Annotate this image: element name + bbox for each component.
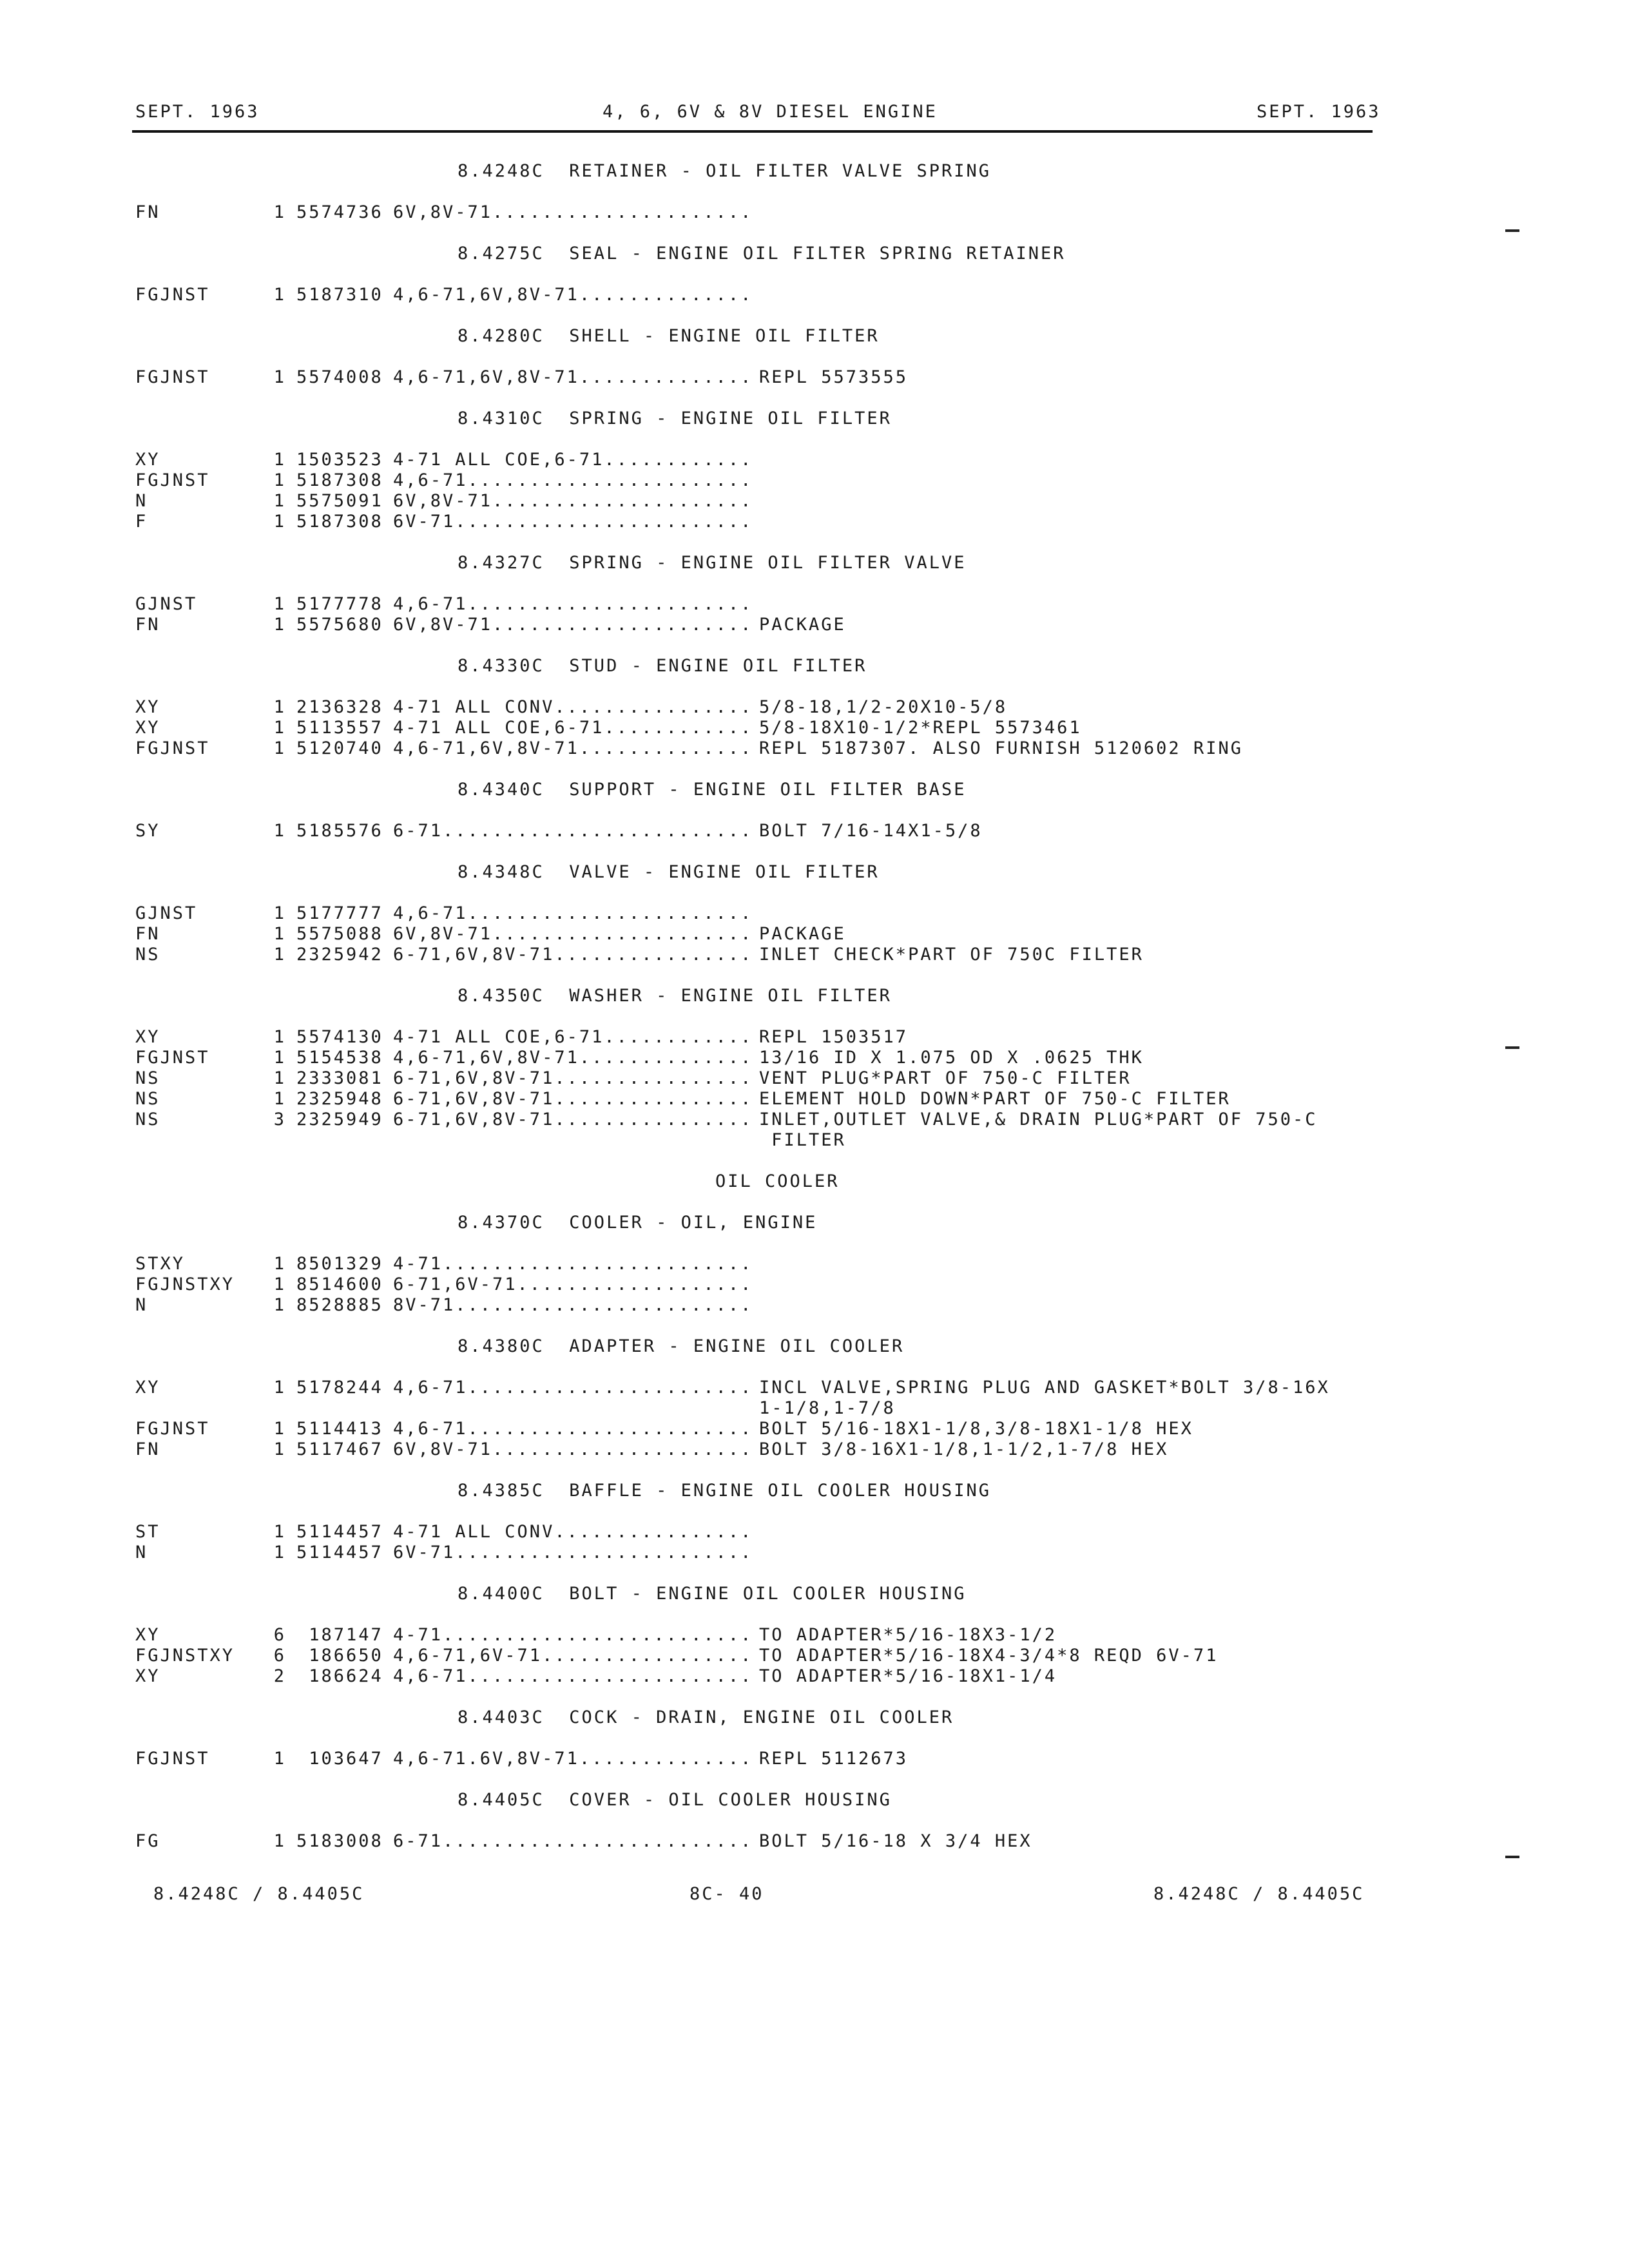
application: 4,6-71.6V,8V-71..............	[393, 1749, 766, 1769]
application: 6V-71........................	[393, 1542, 753, 1562]
application: 4,6-71,6V,8V-71..............	[393, 285, 753, 305]
section-spacer	[135, 305, 1373, 326]
part-number: 5154538	[296, 1048, 383, 1068]
quantity: 1	[273, 512, 286, 532]
application: 4,6-71.......................	[393, 1666, 766, 1686]
part-row	[135, 1027, 1373, 1048]
part-row	[135, 512, 1373, 532]
remark-continuation-row	[135, 1398, 1373, 1419]
quantity: 1	[273, 1542, 286, 1562]
section-spacer	[135, 532, 1373, 553]
quantity: 1	[273, 450, 286, 470]
part-row	[135, 450, 1373, 470]
model-codes: XY	[135, 1027, 160, 1047]
section-spacer	[135, 759, 1373, 780]
part-row	[135, 821, 1373, 841]
section-heading: 8.4340C SUPPORT - ENGINE OIL FILTER BASE	[458, 780, 967, 800]
remark: REPL 1503517	[759, 1027, 909, 1047]
quantity: 1	[273, 945, 286, 965]
part-number: 2333081	[296, 1068, 383, 1088]
section-spacer	[135, 1460, 1373, 1481]
model-codes: NS	[135, 1110, 160, 1129]
application: 6V,8V-71.....................	[393, 202, 753, 222]
quantity: 1	[273, 924, 286, 944]
header-rule	[132, 130, 1373, 133]
application: 4,6-71,6V-71.................	[393, 1646, 766, 1666]
part-row	[135, 202, 1373, 223]
remark: TO ADAPTER*5/16-18X3-1/2	[759, 1625, 1057, 1645]
model-codes: FN	[135, 615, 160, 635]
parts-section	[135, 1481, 1373, 1584]
part-row	[135, 285, 1373, 305]
part-number: 5114457	[296, 1522, 383, 1542]
remark: TO ADAPTER*5/16-18X1-1/4	[759, 1666, 1057, 1686]
section-spacer	[135, 965, 1373, 986]
parts-section	[135, 1336, 1373, 1481]
application: 4,6-71.......................	[393, 1419, 766, 1439]
remark-continuation: FILTER	[759, 1130, 846, 1150]
quantity: 1	[273, 903, 286, 923]
quantity: 1	[273, 738, 286, 758]
section-heading: 8.4400C BOLT - ENGINE OIL COOLER HOUSING	[458, 1584, 967, 1604]
model-codes: XY	[135, 1625, 160, 1645]
model-codes: FGJNSTXY	[135, 1274, 235, 1294]
section-heading: 8.4310C SPRING - ENGINE OIL FILTER	[458, 408, 892, 428]
part-number: 5113557	[296, 718, 383, 738]
parts-section	[135, 553, 1373, 656]
application: 4-71.........................	[393, 1254, 753, 1274]
model-codes: GJNST	[135, 594, 198, 614]
parts-section	[135, 862, 1373, 986]
model-codes: FN	[135, 202, 160, 222]
section-spacer	[135, 1563, 1373, 1584]
header-title: 4, 6, 6V & 8V DIESEL ENGINE	[602, 102, 938, 122]
parts-section	[135, 986, 1373, 1171]
part-number: 5575088	[296, 924, 383, 944]
part-number: 186624	[296, 1666, 383, 1686]
model-codes: XY	[135, 450, 160, 470]
quantity: 1	[273, 1831, 286, 1851]
model-codes: XY	[135, 1666, 160, 1686]
application: 8V-71........................	[393, 1295, 753, 1315]
remark: PACKAGE	[759, 924, 846, 944]
parts-section	[135, 161, 1373, 244]
part-number: 5187308	[296, 470, 383, 490]
part-number: 5117467	[296, 1439, 383, 1459]
header-date-right: SEPT. 1963	[1257, 102, 1381, 122]
section-spacer	[135, 841, 1373, 862]
category-heading: OIL COOLER	[715, 1171, 840, 1191]
part-row	[135, 1048, 1373, 1068]
margin-mark	[1505, 229, 1519, 232]
quantity: 6	[273, 1625, 286, 1645]
part-number: 5114457	[296, 1542, 383, 1562]
part-row	[135, 1089, 1373, 1110]
part-row	[135, 1068, 1373, 1089]
remark: INCL VALVE,SPRING PLUG AND GASKET*BOLT 3/8-16X	[759, 1378, 1330, 1398]
application: 4,6-71,6V,8V-71..............	[393, 738, 766, 758]
quantity: 1	[273, 1089, 286, 1109]
section-heading: 8.4280C SHELL - ENGINE OIL FILTER	[458, 326, 880, 346]
part-row	[135, 594, 1373, 615]
quantity: 1	[273, 1749, 286, 1769]
part-row	[135, 1439, 1373, 1460]
application: 4,6-71.......................	[393, 470, 753, 490]
part-row	[135, 1254, 1373, 1274]
part-row	[135, 738, 1373, 759]
remark: INLET CHECK*PART OF 750C FILTER	[759, 945, 1144, 965]
part-number: 8528885	[296, 1295, 383, 1315]
model-codes: FGJNST	[135, 738, 210, 758]
part-number: 2325948	[296, 1089, 383, 1109]
parts-section	[135, 780, 1373, 862]
section-heading: 8.4350C WASHER - ENGINE OIL FILTER	[458, 986, 892, 1006]
remark: BOLT 5/16-18 X 3/4 HEX	[759, 1831, 1032, 1851]
quantity: 1	[273, 367, 286, 387]
part-row	[135, 1749, 1373, 1769]
model-codes: N	[135, 1295, 148, 1315]
part-row	[135, 1295, 1373, 1316]
application: 6-71,6V,8V-71................	[393, 1110, 766, 1129]
part-row	[135, 1419, 1373, 1439]
remark: BOLT 7/16-14X1-5/8	[759, 821, 983, 841]
part-row	[135, 1378, 1373, 1398]
application: 4,6-71,6V,8V-71..............	[393, 1048, 766, 1068]
part-row	[135, 718, 1373, 738]
quantity: 3	[273, 1110, 286, 1129]
quantity: 2	[273, 1666, 286, 1686]
quantity: 1	[273, 697, 286, 717]
quantity: 1	[273, 615, 286, 635]
section-heading: 8.4385C BAFFLE - ENGINE OIL COOLER HOUSING	[458, 1481, 991, 1501]
section-heading: 8.4248C RETAINER - OIL FILTER VALVE SPRING	[458, 161, 991, 181]
remark: INLET,OUTLET VALVE,& DRAIN PLUG*PART OF 750-C	[759, 1110, 1318, 1129]
quantity: 1	[273, 285, 286, 305]
part-number: 5574736	[296, 202, 383, 222]
quantity: 1	[273, 1254, 286, 1274]
section-heading: 8.4380C ADAPTER - ENGINE OIL COOLER	[458, 1336, 905, 1356]
model-codes: F	[135, 512, 148, 532]
application: 4-71 ALL COE,6-71............	[393, 1027, 766, 1047]
parts-section	[135, 1707, 1373, 1790]
part-number: 5177777	[296, 903, 383, 923]
quantity: 1	[273, 491, 286, 511]
quantity: 6	[273, 1646, 286, 1666]
application: 4-71.........................	[393, 1625, 766, 1645]
parts-section	[135, 408, 1373, 553]
model-codes: FGJNSTXY	[135, 1646, 235, 1666]
part-row	[135, 1542, 1373, 1563]
model-codes: FGJNST	[135, 1419, 210, 1439]
application: 6-71,6V,8V-71................	[393, 1068, 766, 1088]
part-row	[135, 903, 1373, 924]
part-number: 1503523	[296, 450, 383, 470]
remark: VENT PLUG*PART OF 750-C FILTER	[759, 1068, 1132, 1088]
part-number: 2325949	[296, 1110, 383, 1129]
header-date-left: SEPT. 1963	[135, 102, 260, 122]
model-codes: NS	[135, 1068, 160, 1088]
model-codes: FN	[135, 1439, 160, 1459]
parts-section	[135, 656, 1373, 780]
application: 6-71,6V,8V-71................	[393, 1089, 766, 1109]
quantity: 1	[273, 1378, 286, 1398]
application: 6V,8V-71.....................	[393, 491, 753, 511]
part-number: 5114413	[296, 1419, 383, 1439]
parts-section	[135, 1171, 1373, 1192]
part-number: 5575091	[296, 491, 383, 511]
parts-section	[135, 1584, 1373, 1707]
part-row	[135, 1666, 1373, 1687]
parts-section	[135, 326, 1373, 408]
quantity: 1	[273, 1068, 286, 1088]
application: 4,6-71.......................	[393, 903, 753, 923]
remark: 5/8-18,1/2-20X10-5/8	[759, 697, 1008, 717]
quantity: 1	[273, 821, 286, 841]
part-row	[135, 1274, 1373, 1295]
part-row	[135, 491, 1373, 512]
part-number: 5120740	[296, 738, 383, 758]
model-codes: ST	[135, 1522, 160, 1542]
application: 4,6-71,6V,8V-71..............	[393, 367, 766, 387]
section-spacer	[135, 1316, 1373, 1336]
model-codes: STXY	[135, 1254, 186, 1274]
quantity: 1	[273, 594, 286, 614]
parts-section	[135, 1213, 1373, 1336]
application: 6-71.........................	[393, 821, 766, 841]
part-row	[135, 615, 1373, 635]
remark: 5/8-18X10-1/2*REPL 5573461	[759, 718, 1082, 738]
quantity: 1	[273, 1522, 286, 1542]
quantity: 1	[273, 1439, 286, 1459]
parts-list	[135, 161, 1373, 1872]
quantity: 1	[273, 1419, 286, 1439]
footer-page-number: 8C- 40	[689, 1884, 764, 1904]
remark: TO ADAPTER*5/16-18X4-3/4*8 REQD 6V-71	[759, 1646, 1219, 1666]
model-codes: NS	[135, 1089, 160, 1109]
part-number: 2325942	[296, 945, 383, 965]
model-codes: FG	[135, 1831, 160, 1851]
remark: BOLT 3/8-16X1-1/8,1-1/2,1-7/8 HEX	[759, 1439, 1169, 1459]
remark: REPL 5573555	[759, 367, 909, 387]
part-number: 5187308	[296, 512, 383, 532]
remark-continuation-row	[135, 1130, 1373, 1151]
remark: PACKAGE	[759, 615, 846, 635]
application: 4-71 ALL CONV................	[393, 1522, 753, 1542]
application: 6-71,6V-71...................	[393, 1274, 753, 1294]
application: 6V,8V-71.....................	[393, 924, 766, 944]
part-number: 5575680	[296, 615, 383, 635]
part-number: 5574130	[296, 1027, 383, 1047]
part-row	[135, 1110, 1373, 1130]
remark: REPL 5112673	[759, 1749, 909, 1769]
remark: 13/16 ID X 1.075 OD X .0625 THK	[759, 1048, 1144, 1068]
part-row	[135, 1646, 1373, 1666]
part-row	[135, 1831, 1373, 1852]
part-number: 8501329	[296, 1254, 383, 1274]
section-spacer	[135, 1151, 1373, 1171]
part-number: 8514600	[296, 1274, 383, 1294]
remark: REPL 5187307. ALSO FURNISH 5120602 RING	[759, 738, 1243, 758]
section-heading: 8.4405C COVER - OIL COOLER HOUSING	[458, 1790, 892, 1810]
remark-continuation: 1-1/8,1-7/8	[759, 1398, 896, 1418]
section-spacer	[135, 1852, 1373, 1872]
quantity: 1	[273, 1274, 286, 1294]
part-row	[135, 1522, 1373, 1542]
section-heading: 8.4330C STUD - ENGINE OIL FILTER	[458, 656, 867, 676]
footer-range-left: 8.4248C / 8.4405C	[153, 1884, 365, 1904]
footer-range-right: 8.4248C / 8.4405C	[1153, 1884, 1365, 1904]
application: 4-71 ALL COE,6-71............	[393, 450, 753, 470]
model-codes: FGJNST	[135, 470, 210, 490]
part-number: 103647	[296, 1749, 383, 1769]
application: 4-71 ALL CONV................	[393, 697, 766, 717]
part-number: 186650	[296, 1646, 383, 1666]
application: 6V,8V-71.....................	[393, 1439, 766, 1459]
part-row	[135, 924, 1373, 945]
part-row	[135, 367, 1373, 388]
model-codes: GJNST	[135, 903, 198, 923]
part-number: 5185576	[296, 821, 383, 841]
quantity: 1	[273, 470, 286, 490]
parts-section	[135, 244, 1373, 326]
part-number: 2136328	[296, 697, 383, 717]
part-number: 5183008	[296, 1831, 383, 1851]
section-spacer	[135, 635, 1373, 656]
application: 6-71,6V,8V-71................	[393, 945, 766, 965]
section-heading: 8.4370C COOLER - OIL, ENGINE	[458, 1213, 818, 1233]
application: 4-71 ALL COE,6-71............	[393, 718, 766, 738]
model-codes: FGJNST	[135, 1749, 210, 1769]
margin-mark	[1505, 1046, 1519, 1049]
application: 6-71.........................	[393, 1831, 766, 1851]
section-spacer	[135, 1769, 1373, 1790]
model-codes: FN	[135, 924, 160, 944]
model-codes: FGJNST	[135, 285, 210, 305]
section-spacer	[135, 223, 1373, 244]
quantity: 1	[273, 202, 286, 222]
section-spacer	[135, 1687, 1373, 1707]
quantity: 1	[273, 1048, 286, 1068]
part-row	[135, 470, 1373, 491]
model-codes: N	[135, 491, 148, 511]
application: 4,6-71.......................	[393, 594, 753, 614]
part-row	[135, 1625, 1373, 1646]
remark: ELEMENT HOLD DOWN*PART OF 750-C FILTER	[759, 1089, 1231, 1109]
model-codes: XY	[135, 1378, 160, 1398]
quantity: 1	[273, 1027, 286, 1047]
application: 6V,8V-71.....................	[393, 615, 766, 635]
section-spacer	[135, 388, 1373, 408]
part-number: 5178244	[296, 1378, 383, 1398]
application: 4,6-71.......................	[393, 1378, 766, 1398]
quantity: 1	[273, 1295, 286, 1315]
model-codes: NS	[135, 945, 160, 965]
model-codes: SY	[135, 821, 160, 841]
section-heading: 8.4348C VALVE - ENGINE OIL FILTER	[458, 862, 880, 882]
section-heading: 8.4327C SPRING - ENGINE OIL FILTER VALVE	[458, 553, 967, 573]
section-heading: 8.4403C COCK - DRAIN, ENGINE OIL COOLER	[458, 1707, 954, 1727]
section-heading: 8.4275C SEAL - ENGINE OIL FILTER SPRING RETAINER	[458, 244, 1066, 264]
model-codes: FGJNST	[135, 367, 210, 387]
model-codes: XY	[135, 718, 160, 738]
part-row	[135, 945, 1373, 965]
model-codes: FGJNST	[135, 1048, 210, 1068]
part-row	[135, 697, 1373, 718]
quantity: 1	[273, 718, 286, 738]
part-number: 187147	[296, 1625, 383, 1645]
part-number: 5187310	[296, 285, 383, 305]
application: 6V-71........................	[393, 512, 753, 532]
remark: BOLT 5/16-18X1-1/8,3/8-18X1-1/8 HEX	[759, 1419, 1193, 1439]
margin-mark	[1505, 1856, 1519, 1858]
part-number: 5177778	[296, 594, 383, 614]
parts-section	[135, 1790, 1373, 1872]
model-codes: XY	[135, 697, 160, 717]
part-number: 5574008	[296, 367, 383, 387]
model-codes: N	[135, 1542, 148, 1562]
